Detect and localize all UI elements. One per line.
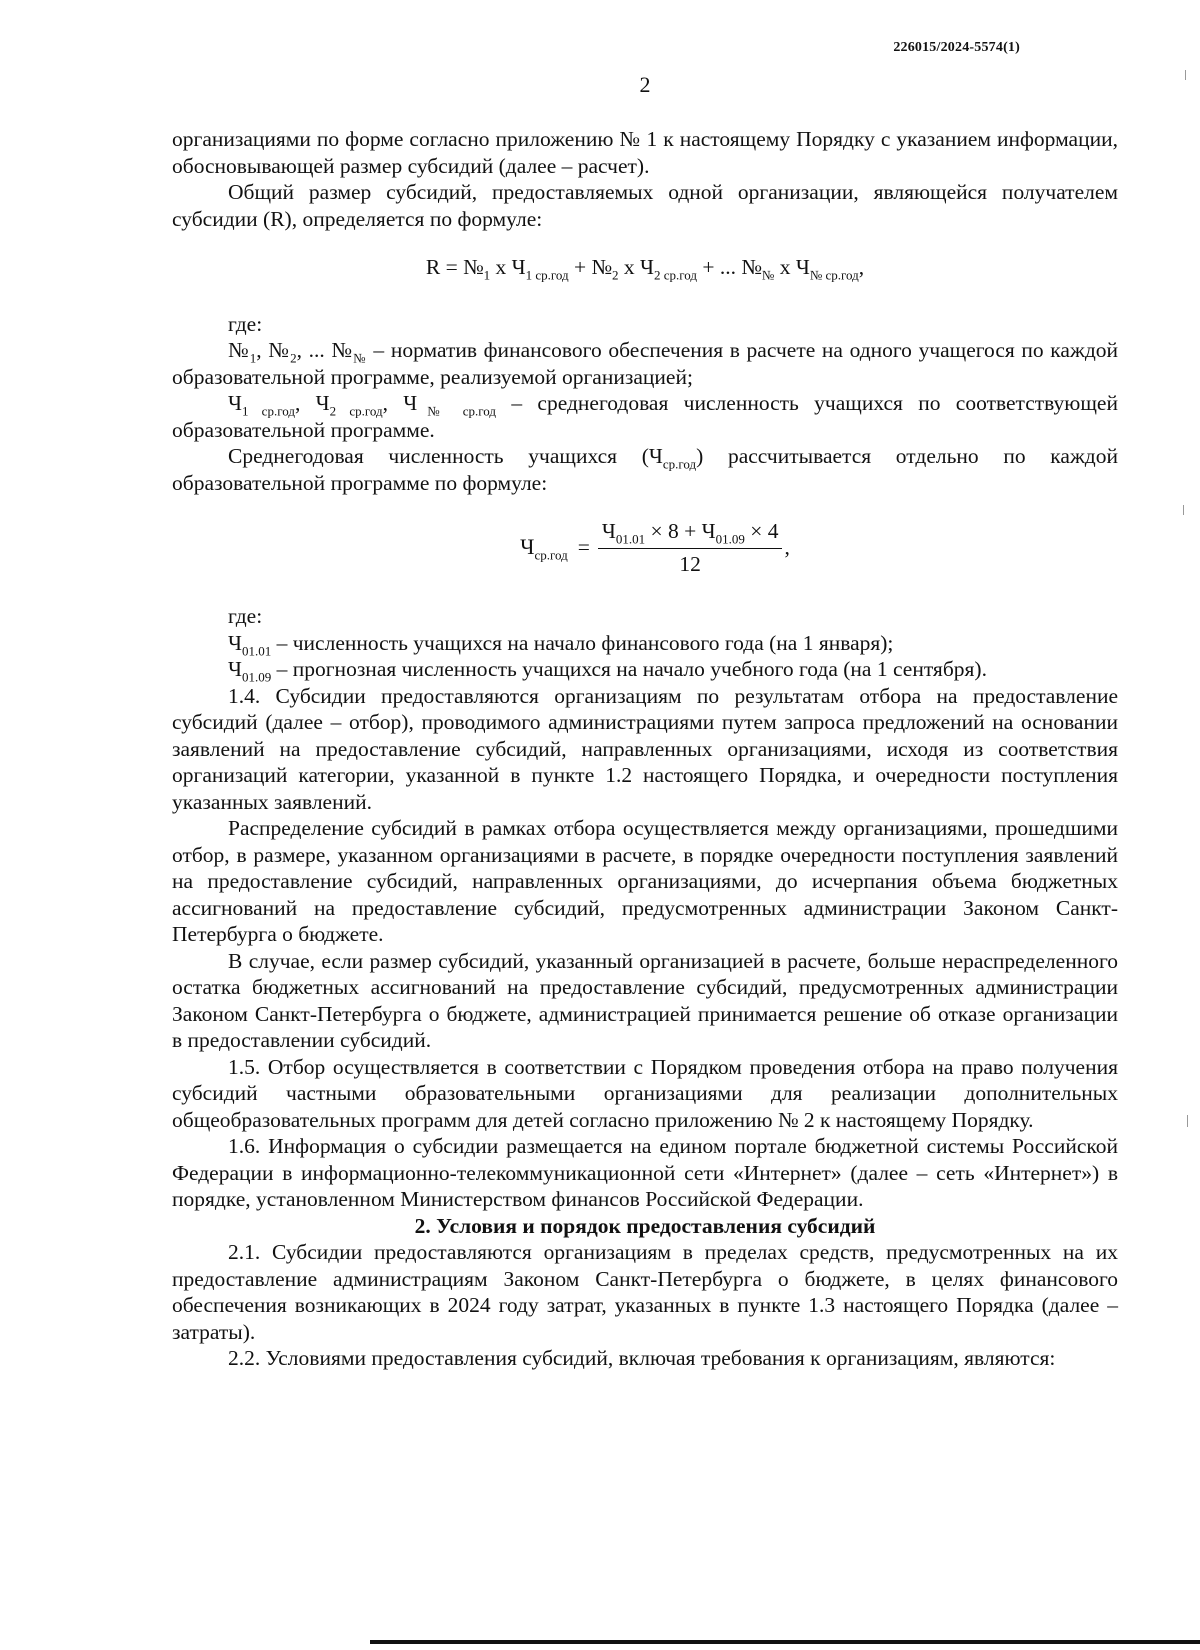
formula-part: + ... № xyxy=(697,255,762,279)
scan-edge-line xyxy=(370,1640,1200,1644)
definition-text: – численность учащихся на начало финансового года (на 1 января); xyxy=(271,630,894,655)
where-label: где: xyxy=(228,311,263,336)
definition-text: – норматив финансового обеспечения в расчете на одного учащегося по каждой образовательной программе, реализуемой организацией; xyxy=(172,338,1119,389)
definition-average-count xyxy=(172,390,1118,443)
paragraph-distribution: Распределение субсидий в рамках отбора осуществляется между организациями, прошедшими отбор, в размере, указанном организациями в расчете, в порядке очередности поступления заявлений на предоставление субсидий, направленных организациями, до исчерпания объема бюджетных ассигнований на предоставление субсидий, предусмотренных администрации Законом Санкт-Петербурга о бюджете. xyxy=(172,816,1118,946)
definition-january-count xyxy=(172,630,1118,657)
formula-part: х Ч xyxy=(774,255,810,279)
definition-subscript: 01.01 xyxy=(241,642,272,658)
formula-part: + № xyxy=(568,255,613,279)
definition-subscript: 1 ср.год xyxy=(241,403,295,419)
paragraph-1-6: 1.6. Информация о субсидии размещается на едином портале бюджетной системы Российской Федерации в информационно-телекоммуникационной сети «Интернет» (далее – сеть «Интернет») в порядке, установленном Министерством финансов Российской Федерации. xyxy=(172,1134,1118,1211)
formula-symbol: × 4 xyxy=(744,519,779,543)
registration-number: 226015/2024-5574(1) xyxy=(893,40,1020,55)
definition-text: Ч xyxy=(228,657,242,681)
paragraph-text: ) рассчитывается отдельно по каждой образовательной программе по формуле: xyxy=(172,444,1118,495)
scan-mark xyxy=(1187,1115,1188,1127)
formula-part: , xyxy=(858,255,865,279)
formula-subscript: № ср.год xyxy=(809,267,859,283)
definition-subscript: 2 ср.год xyxy=(329,403,383,419)
definition-subscript: № ср.год xyxy=(417,403,497,419)
formula-part: х Ч xyxy=(618,255,654,279)
definition-text: , Ч xyxy=(382,391,418,415)
page-number: 2 xyxy=(639,72,651,97)
formula-subscript: 01.01 xyxy=(615,531,646,547)
definition-text: , № xyxy=(256,338,291,362)
paragraph-2-2: 2.2. Условиями предоставления субсидий, включая требования к организациям, являются: xyxy=(228,1346,1056,1370)
definition-text: – прогнозная численность учащихся на начало учебного года (на 1 сентября). xyxy=(271,657,987,681)
paragraph-average-calculation xyxy=(172,443,1118,496)
fraction-denominator: 12 xyxy=(679,551,701,576)
definition-subscript: 01.09 xyxy=(241,669,272,685)
formula-total-subsidy xyxy=(172,254,1118,281)
formula-average-count xyxy=(172,518,1118,577)
formula-subscript: 1 ср.год xyxy=(525,267,569,283)
fraction-numerator xyxy=(598,518,783,549)
formula-symbol: Ч xyxy=(601,519,616,543)
definition-text: – среднегодовая численность учащихся по соответствующей образовательной программе. xyxy=(172,391,1118,442)
definition-subscript: 2 xyxy=(290,350,297,366)
scan-mark xyxy=(1185,70,1186,80)
paragraph-2-1: 2.1. Субсидии предоставляются организациям в пределах средств, предусмотренных на их предоставление администрациям Законом Санкт-Петербурга о бюджете, в целях финансового обеспечения возникающих в 2024 году затрат, указанных в пункте 1.3 настоящего Порядка (далее – затраты). xyxy=(172,1240,1118,1344)
paragraph-calculation: организациями по форме согласно приложению № 1 к настоящему Порядку с указанием информации, обосновывающей размер субсидий (далее – расчет). xyxy=(172,127,1118,178)
formula-subscript: 1 xyxy=(483,267,491,283)
formula-subscript: ср.год xyxy=(534,547,568,563)
paragraph-total-size: Общий размер субсидий, предоставляемых одной организации, являющейся получателем субсидии (R), определяется по формуле: xyxy=(172,180,1118,231)
paragraph-subscript: ср.год xyxy=(662,456,697,472)
paragraph-1-4: 1.4. Субсидии предоставляются организациям по результатам отбора на предоставление субсидий (далее – отбор), проводимого администрациями путем запроса предложений на основании заявлений на предоставление субсидий, направленных организациями, исходя из соответствия организаций категории, указанной в пункте 1.2 настоящего Порядка, и очередности поступления указанных заявлений. xyxy=(172,683,1118,814)
paragraph-1-5: 1.5. Отбор осуществляется в соответствии с Порядком проведения отбора на право получения субсидий частными образовательными организациями для реализации дополнительных общеобразовательных программ для детей согласно приложению № 2 к настоящему Порядку. xyxy=(172,1054,1118,1132)
definition-september-count xyxy=(172,656,1118,683)
formula-symbol: Ч xyxy=(520,534,535,560)
formula-fraction xyxy=(598,518,783,577)
formula-symbol: × 8 + Ч xyxy=(645,519,716,543)
formula-equals: = xyxy=(577,535,590,560)
paragraph-refusal: В случае, если размер субсидий, указанный организацией в расчете, больше нераспределенного остатка бюджетных ассигнований на предоставление субсидий, предусмотренных администрации Законом Санкт-Петербурга о бюджете, администрацией принимается решение об отказе организации в предоставлении субсидий. xyxy=(172,948,1118,1052)
scan-mark xyxy=(1183,505,1184,515)
definition-subscript: 1 xyxy=(249,350,257,366)
formula-lhs xyxy=(520,534,568,561)
formula-subscript: 01.09 xyxy=(715,531,745,547)
definition-text: , Ч xyxy=(294,391,330,415)
definition-text: № xyxy=(228,338,250,362)
definition-subscript: № xyxy=(353,350,367,366)
definition-text: Ч xyxy=(228,630,242,655)
definition-normative xyxy=(172,337,1118,390)
paragraph-text: Среднегодовая численность учащихся (Ч xyxy=(228,444,663,468)
formula-subscript: № xyxy=(761,267,775,283)
definition-text: , ... № xyxy=(296,338,354,362)
definition-text: Ч xyxy=(228,391,242,415)
document-body xyxy=(172,126,1118,1372)
formula-part: R = № xyxy=(425,255,484,279)
formula-comma: , xyxy=(784,535,790,560)
formula-subscript: 2 xyxy=(612,267,619,283)
where-label: где: xyxy=(228,604,263,628)
formula-part: х Ч xyxy=(490,255,526,279)
formula-subscript: 2 ср.год xyxy=(654,267,698,283)
section-heading: 2. Условия и порядок предоставления субсидий xyxy=(414,1213,876,1238)
